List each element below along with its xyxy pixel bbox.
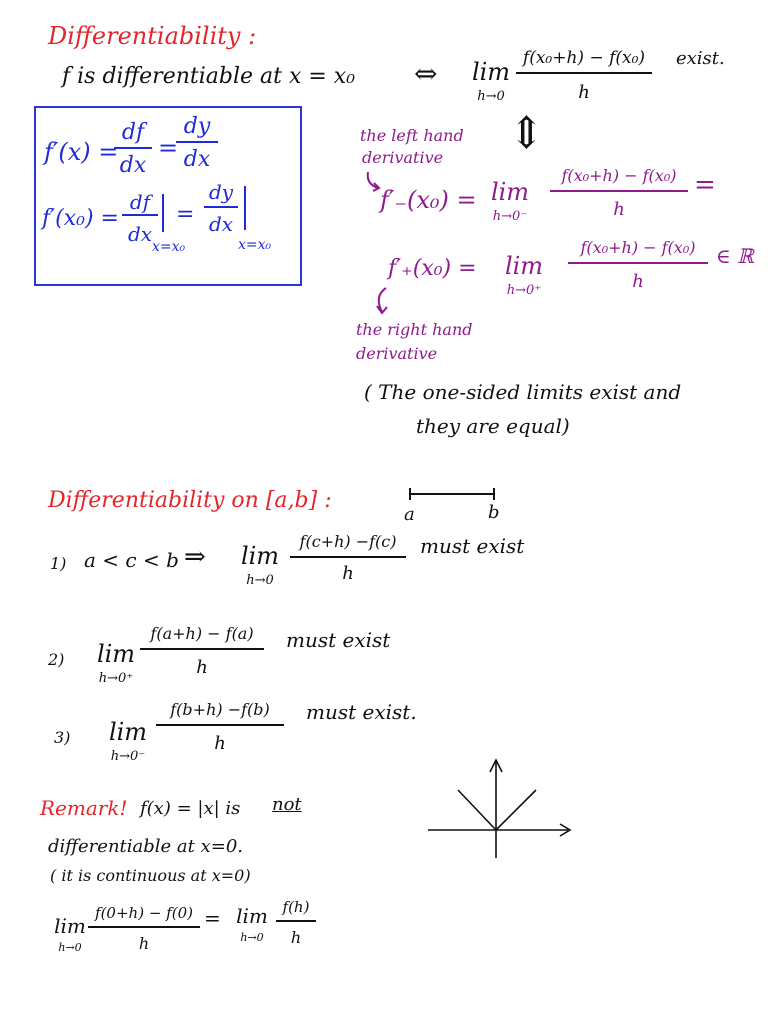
frac-den: h [632, 271, 644, 292]
main-denominator: h [578, 82, 590, 103]
remark-fraction-1 [88, 904, 200, 953]
absolute-value-graph [428, 758, 574, 860]
lim-word: lim [236, 904, 268, 928]
eval-label-1: x=x₀ [152, 239, 186, 255]
lim-word: lim [240, 542, 280, 570]
lim-subscript: h→0⁺ [98, 671, 134, 686]
item1-text: must exist [420, 534, 525, 558]
item1-condition: a < c < b [84, 548, 179, 572]
differentiability-title: Differentiability : [48, 22, 257, 50]
differentiability-statement: f is differentiable at x = x₀ [62, 64, 356, 89]
item2-text: must exist [286, 628, 391, 652]
left-derivative-label-2: derivative [362, 148, 444, 167]
lim-word: lim [96, 640, 136, 668]
item2-number: 2) [48, 650, 65, 669]
interval-segment [406, 488, 498, 502]
frac-num: dy [208, 180, 234, 204]
left-eq: = [694, 170, 716, 200]
lim-subscript: h→0⁺ [506, 283, 542, 298]
box-line1-frac2 [176, 114, 218, 172]
remark-eq: = [204, 906, 221, 930]
frac-num: f(c+h) −f(c) [299, 532, 397, 551]
lim-word: lim [108, 718, 148, 746]
eval-label-2: x=x₀ [238, 237, 272, 253]
frac-num: f(a+h) − f(a) [150, 624, 254, 643]
lim-subscript: h→0 [246, 573, 274, 588]
left-derivative-label-1: the left hand [360, 126, 464, 145]
frac-num: f(x₀+h) − f(x₀) [561, 166, 677, 185]
lim-subscript: h→0⁻ [110, 749, 146, 764]
lim-word: lim [490, 178, 530, 206]
lim-word: lim [504, 252, 544, 280]
lim-subscript: h→0 [58, 941, 82, 954]
double-vertical-arrow-icon: ⇕ [508, 108, 545, 159]
interval-title: Differentiability on [a,b] : [48, 488, 332, 513]
frac-num: df [129, 190, 151, 214]
lim-subscript: h→0⁻ [492, 209, 528, 224]
box-line1-lhs: f′(x) = [44, 138, 119, 166]
frac-den: h [196, 657, 208, 678]
remark-line3: ( it is continuous at x=0) [50, 866, 251, 885]
remark-statement: f(x) = |x| is [140, 798, 241, 819]
frac-den: dx [183, 147, 211, 172]
exist-word: exist. [676, 48, 725, 69]
box-line1-eq: = [158, 134, 179, 162]
item1-number: 1) [50, 554, 67, 573]
main-limit [466, 60, 516, 103]
right-derivative-label-2: derivative [356, 344, 438, 363]
frac-den: h [290, 928, 302, 947]
box-line2-lhs: f′(x₀) = [42, 206, 119, 231]
lim-subscript: h→0 [477, 89, 505, 104]
right-derivative-label-1: the right hand [356, 320, 473, 339]
item1-implies: ⇒ [184, 542, 206, 572]
right-derivative-lhs: f′₊(x₀) = [388, 256, 477, 281]
box-line1-frac1 [114, 120, 152, 178]
remark-fraction-2 [276, 898, 316, 947]
main-fraction [516, 48, 652, 103]
lim-word: lim [54, 914, 86, 938]
right-fraction [568, 238, 708, 292]
one-sided-note-line1: ( The one-sided limits exist and [364, 380, 682, 404]
item1-fraction [290, 532, 406, 584]
left-limit [480, 180, 540, 223]
item3-limit [100, 720, 156, 763]
frac-num: f(0+h) − f(0) [95, 904, 193, 922]
eval-bar-2 [244, 186, 246, 230]
item3-text: must exist. [306, 700, 417, 724]
remark-line2: differentiable at x=0. [48, 836, 244, 857]
interval-b: b [488, 502, 500, 523]
frac-den: h [613, 199, 625, 220]
frac-num: dy [183, 114, 211, 139]
remark-label: Remark! [40, 796, 128, 820]
frac-num: df [121, 120, 145, 145]
box-line2-frac1 [122, 190, 158, 246]
frac-den: dx [127, 222, 153, 246]
one-sided-note-line2: they are equal) [416, 414, 570, 438]
remark-limit-1 [48, 916, 92, 953]
frac-den: h [138, 934, 150, 953]
lim-word: lim [471, 58, 511, 86]
interval-a: a [404, 504, 415, 525]
item2-fraction [140, 624, 264, 678]
down-curved-arrow-icon [372, 286, 396, 316]
derivative-notation-box [34, 106, 302, 286]
remark-not: not [272, 794, 302, 815]
frac-den: h [342, 563, 354, 584]
item3-number: 3) [54, 728, 71, 747]
iff-symbol: ⇔ [414, 57, 438, 90]
frac-den: dx [208, 212, 234, 236]
eval-bar-1 [162, 194, 164, 232]
left-derivative-lhs: f′₋(x₀) = [380, 186, 477, 214]
item2-limit [88, 642, 144, 685]
main-numerator: f(x₀+h) − f(x₀) [522, 48, 646, 68]
item3-fraction [156, 700, 284, 754]
left-fraction [550, 166, 688, 220]
frac-num: f(b+h) −f(b) [170, 700, 270, 719]
right-limit [494, 254, 554, 297]
frac-num: f(h) [282, 898, 310, 916]
lim-subscript: h→0 [240, 931, 264, 944]
frac-den: h [214, 733, 226, 754]
box-line2-eq: = [176, 202, 195, 227]
frac-den: dx [119, 153, 147, 178]
right-in-reals: ∈ ℝ [716, 244, 754, 268]
box-line2-frac2 [204, 180, 238, 236]
remark-limit-2 [228, 906, 276, 943]
frac-num: f(x₀+h) − f(x₀) [580, 238, 696, 257]
item1-limit [234, 544, 286, 587]
